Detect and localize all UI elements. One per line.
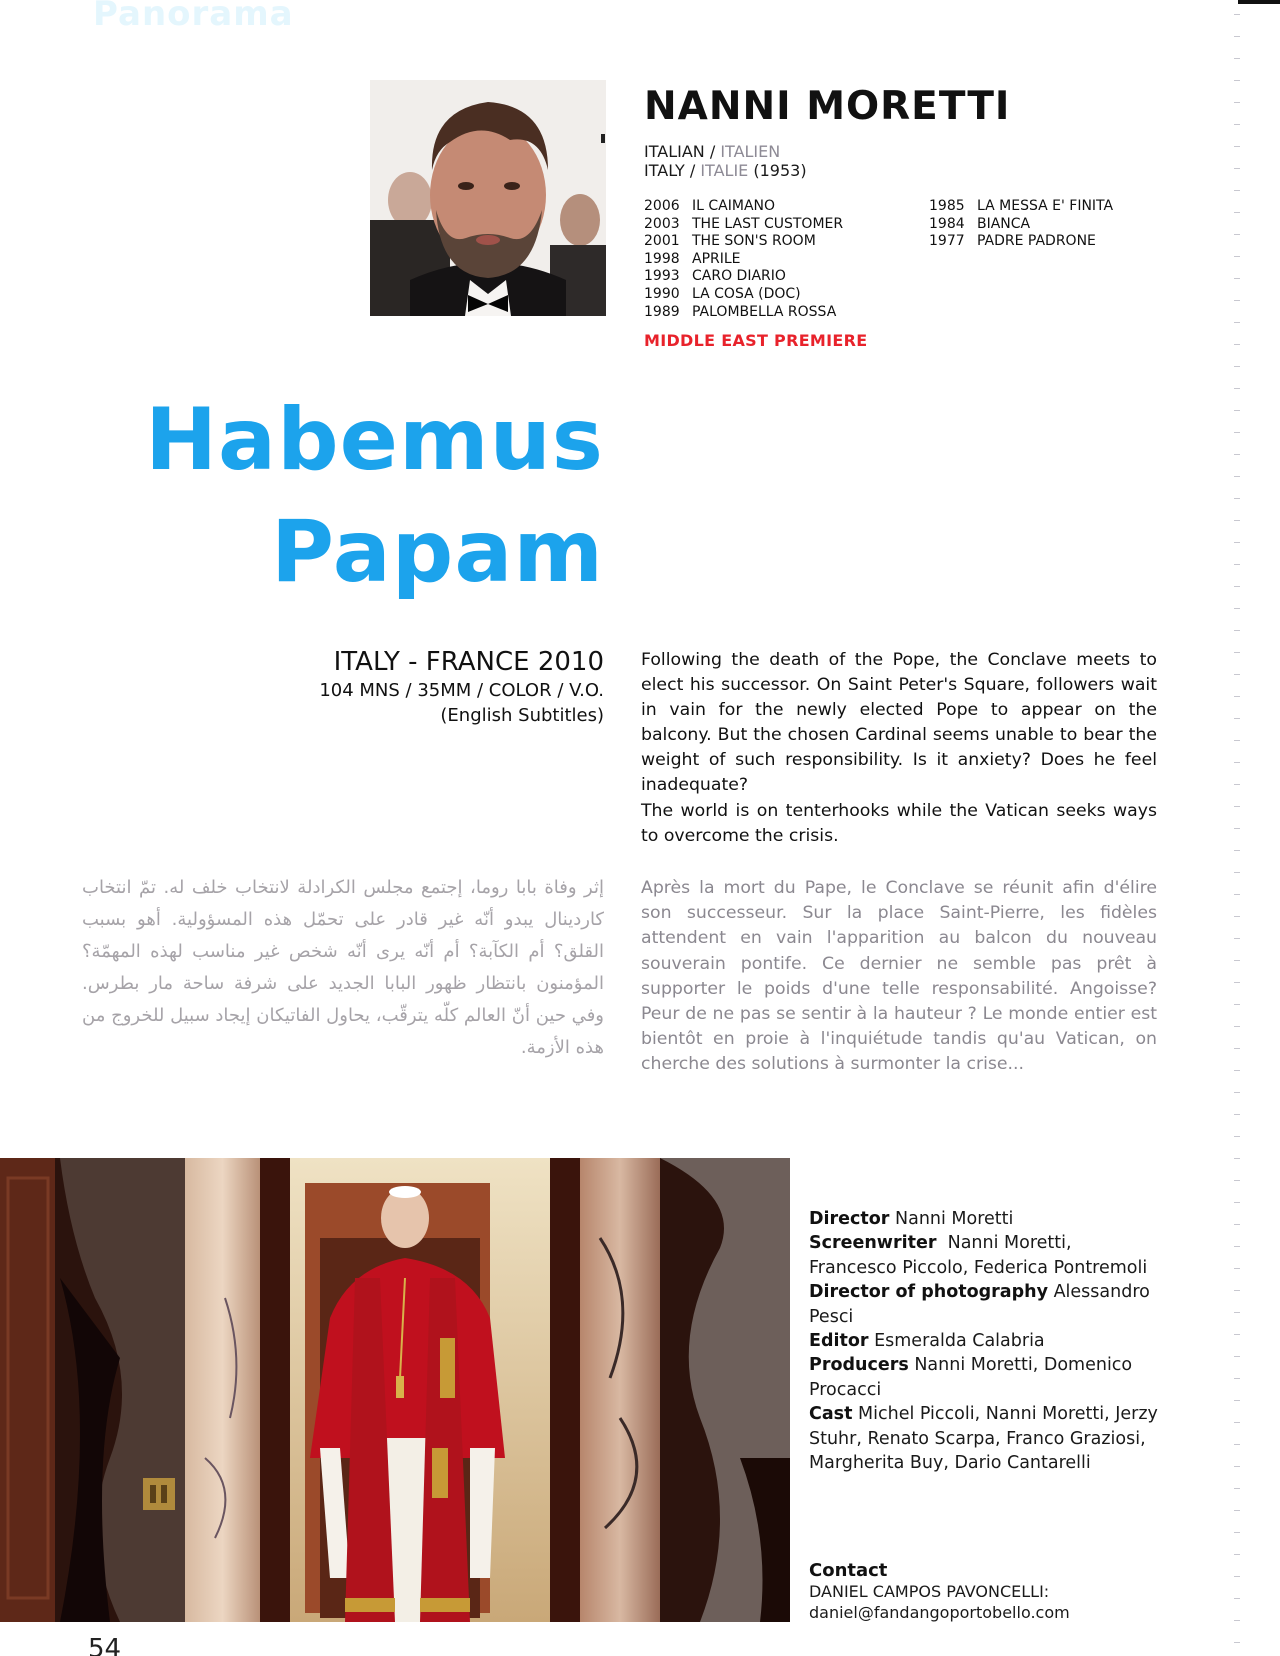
edge-tick — [1234, 1488, 1240, 1489]
edge-tick — [1234, 1576, 1240, 1577]
edge-tick — [1234, 630, 1240, 631]
credit-label: Editor — [809, 1331, 869, 1352]
country-fr: ITALIE — [700, 161, 749, 180]
film-title-line-1: Habemus — [145, 390, 604, 490]
credit-cast — [809, 1402, 1159, 1475]
credit-value: Alessandro Pesci — [809, 1282, 1150, 1327]
edge-tick — [1234, 300, 1240, 301]
edge-tick — [1234, 1070, 1240, 1071]
credit-value: Michel Piccoli, Nanni Moretti, Jerzy Stuhr, Renato Scarpa, Franco Graziosi, Margherita Buy, Dario Cantarelli — [809, 1404, 1158, 1474]
film-title-entry: IL CAIMANO — [692, 198, 776, 214]
edge-tick — [1234, 938, 1240, 939]
edge-tick — [1234, 916, 1240, 917]
edge-tick — [1234, 542, 1240, 543]
edge-tick — [1234, 784, 1240, 785]
filmography-row — [644, 216, 843, 234]
film-title-entry: APRILE — [692, 250, 741, 267]
credit-label: Director of photography — [809, 1282, 1048, 1303]
edge-tick — [1234, 982, 1240, 983]
edge-tick — [1234, 1620, 1240, 1621]
edge-tick — [1234, 872, 1240, 873]
film-year: 1993 — [644, 268, 680, 285]
credit-value: Esmeralda Calabria — [874, 1331, 1045, 1352]
edge-tick — [1234, 806, 1240, 807]
film-title-entry: LA MESSA E' FINITA — [977, 198, 1114, 214]
film-year: 1985 — [929, 198, 965, 214]
edge-tick — [1234, 564, 1240, 565]
film-year: 1989 — [644, 303, 680, 320]
filmography-column-2 — [929, 198, 1113, 251]
credits-block — [809, 1207, 1159, 1475]
contact-block — [809, 1560, 1159, 1623]
credit-producers — [809, 1353, 1159, 1402]
synopsis-english-p2: The world is on tenterhooks while the Vatican seeks ways to overcome the crisis. — [641, 800, 1157, 846]
edge-tick — [1234, 1466, 1240, 1467]
edge-tick — [1234, 718, 1240, 719]
edge-tick — [1234, 1400, 1240, 1401]
edge-tick — [1234, 1114, 1240, 1115]
film-title-entry: BIANCA — [977, 215, 1031, 232]
filmography-row — [929, 216, 1113, 234]
edge-tick — [1234, 1202, 1240, 1203]
film-title-entry: LA COSA (DOC) — [692, 285, 801, 302]
premiere-badge: MIDDLE EAST PREMIERE — [644, 331, 868, 350]
edge-tick — [1234, 14, 1240, 15]
credit-editor — [809, 1329, 1159, 1353]
credit-label: Director — [809, 1209, 890, 1229]
film-year: 1984 — [929, 215, 965, 232]
edge-tick — [1234, 894, 1240, 895]
edge-tick — [1234, 1312, 1240, 1313]
filmography-column-1 — [644, 198, 843, 321]
edge-tick — [1234, 278, 1240, 279]
film-specs: 104 MNS / 35MM / COLOR / V.O. — [319, 680, 604, 701]
director-name: NANNI MORETTI — [644, 84, 1011, 129]
birth-year: (1953) — [753, 161, 807, 180]
credit-screenwriter — [809, 1231, 1159, 1280]
edge-tick — [1234, 520, 1240, 521]
edge-tick — [1234, 1224, 1240, 1225]
edge-tick — [1234, 1444, 1240, 1445]
edge-tick — [1234, 1642, 1240, 1643]
synopsis-english-p1: Following the death of the Pope, the Conclave meets to elect his successor. On Saint Peter's Square, followers wait in vain for the newly elected Pope to appear on the balcony. But the chosen Cardinal seems unable to bear the weight of such responsibility. Is it anxiety? Does he feel inadequate? — [641, 650, 1157, 796]
credit-dop — [809, 1280, 1159, 1329]
credit-label: Screenwriter — [809, 1233, 937, 1254]
edge-tick — [1234, 146, 1240, 147]
filmography-row — [644, 304, 843, 322]
film-year: 1977 — [929, 233, 965, 250]
credit-label: Cast — [809, 1404, 853, 1425]
edge-tick — [1234, 1334, 1240, 1335]
synopsis-french: Après la mort du Pape, le Conclave se réunit afin d'élire son successeur. Sur la place Saint-Pierre, les fidèles attendent en vain l'apparition au balcon du nouveau souverain pontife. Ce dernier ne semble pas prêt à supporter le poids d'une telle responsabilité. Angoisse? Peur de ne pas se sentir à la hauteur ? Le monde entier est bientôt en proie à l'inquiétude tandis qu'au Vatican, on cherche des solutions à surmonter la crise... — [641, 878, 1157, 1075]
portrait-edge-mark — [601, 134, 605, 143]
edge-tick — [1234, 476, 1240, 477]
edge-tick — [1234, 1356, 1240, 1357]
edge-tick — [1234, 1268, 1240, 1269]
contact-name: DANIEL CAMPOS PAVONCELLI: — [809, 1582, 1050, 1601]
contact-email[interactable]: daniel@fandangoportobello.com — [809, 1603, 1070, 1622]
edge-tick — [1234, 80, 1240, 81]
filmography-row — [644, 233, 843, 251]
filmography-row — [644, 268, 843, 286]
film-title-entry: PADRE PADRONE — [977, 233, 1096, 250]
film-still — [0, 1158, 790, 1622]
technical-info — [319, 646, 604, 728]
filmography-row — [644, 286, 843, 304]
credit-label: Producers — [809, 1355, 909, 1376]
edge-tick — [1234, 1290, 1240, 1291]
edge-tick — [1234, 828, 1240, 829]
edge-tick — [1234, 388, 1240, 389]
filmography-row — [929, 233, 1113, 251]
edge-tick — [1234, 696, 1240, 697]
edge-tick — [1234, 608, 1240, 609]
page-edge-ticks — [1234, 8, 1242, 1648]
edge-tick — [1234, 124, 1240, 125]
edge-tick — [1234, 212, 1240, 213]
synopsis-english — [641, 648, 1157, 849]
director-nationality — [644, 142, 807, 180]
film-year: 1990 — [644, 285, 680, 302]
subtitles-note: (English Subtitles) — [440, 705, 604, 726]
credit-value: Nanni Moretti, Francesco Piccolo, Federica Pontremoli — [809, 1233, 1148, 1278]
edge-tick — [1234, 322, 1240, 323]
film-still-image-icon — [0, 1158, 790, 1622]
edge-tick — [1234, 850, 1240, 851]
corner-crop-mark — [1238, 0, 1280, 4]
edge-tick — [1234, 1378, 1240, 1379]
edge-tick — [1234, 652, 1240, 653]
edge-tick — [1234, 190, 1240, 191]
film-year: 2001 — [644, 233, 680, 250]
edge-tick — [1234, 454, 1240, 455]
filmography-row — [929, 198, 1113, 216]
edge-tick — [1234, 1158, 1240, 1159]
film-title-entry: PALOMBELLA ROSSA — [692, 303, 837, 320]
director-portrait — [370, 80, 606, 316]
contact-label: Contact — [809, 1560, 888, 1581]
edge-tick — [1234, 1026, 1240, 1027]
edge-tick — [1234, 1092, 1240, 1093]
edge-tick — [1234, 740, 1240, 741]
country-en: ITALY / — [644, 161, 696, 180]
edge-tick — [1234, 960, 1240, 961]
edge-tick — [1234, 498, 1240, 499]
film-year: 2006 — [644, 198, 680, 214]
edge-tick — [1234, 256, 1240, 257]
edge-tick — [1234, 1180, 1240, 1181]
filmography-row — [644, 198, 843, 216]
film-title-entry: CARO DIARIO — [692, 268, 786, 285]
country-year: ITALY - FRANCE 2010 — [333, 647, 604, 677]
edge-tick — [1234, 586, 1240, 587]
edge-tick — [1234, 1598, 1240, 1599]
edge-tick — [1234, 1136, 1240, 1137]
edge-tick — [1234, 58, 1240, 59]
edge-tick — [1234, 1510, 1240, 1511]
film-title-entry: THE LAST CUSTOMER — [692, 215, 844, 232]
film-year: 1998 — [644, 250, 680, 267]
credit-value: Nanni Moretti — [895, 1209, 1014, 1229]
edge-tick — [1234, 674, 1240, 675]
edge-tick — [1234, 432, 1240, 433]
film-year: 2003 — [644, 215, 680, 232]
section-label: Panorama — [93, 0, 294, 34]
edge-tick — [1234, 102, 1240, 103]
edge-tick — [1234, 344, 1240, 345]
edge-tick — [1234, 36, 1240, 37]
edge-tick — [1234, 1422, 1240, 1423]
filmography-row — [644, 251, 843, 269]
edge-tick — [1234, 1532, 1240, 1533]
edge-tick — [1234, 1246, 1240, 1247]
credit-value: Nanni Moretti, Domenico Procacci — [809, 1355, 1133, 1400]
nationality-en: ITALIAN / — [644, 142, 716, 161]
edge-tick — [1234, 410, 1240, 411]
film-title — [145, 384, 604, 608]
edge-tick — [1234, 168, 1240, 169]
portrait-image-icon — [370, 80, 606, 316]
edge-tick — [1234, 234, 1240, 235]
page-number: 54 — [88, 1634, 122, 1656]
edge-tick — [1234, 1554, 1240, 1555]
film-title-entry: THE SON'S ROOM — [692, 233, 816, 250]
edge-tick — [1234, 366, 1240, 367]
film-title-line-2: Papam — [271, 502, 604, 602]
edge-tick — [1234, 1048, 1240, 1049]
edge-tick — [1234, 762, 1240, 763]
edge-tick — [1234, 1004, 1240, 1005]
synopsis-arabic: إثر وفاة بابا روما، إجتمع مجلس الكرادلة لانتخاب خلف له. تمّ انتخاب كاردينال يبدو أنّه غير قادر على تحمّل هذه المسؤولية. أهو بسبب القلق؟ أم الكآبة؟ أم أنّه يرى أنّه شخص غير مناسب لهذه المهمّة؟ المؤمنون بانتظار ظهور البابا الجديد على شرفة ساحة مار بطرس. وفي حين أنّ العالم كلّه يترقّب، يحاول الفاتيكان إيجاد سبيل للخروج من هذه الأزمة. — [82, 877, 604, 1058]
credit-director — [809, 1207, 1159, 1231]
nationality-fr: ITALIEN — [720, 142, 781, 161]
